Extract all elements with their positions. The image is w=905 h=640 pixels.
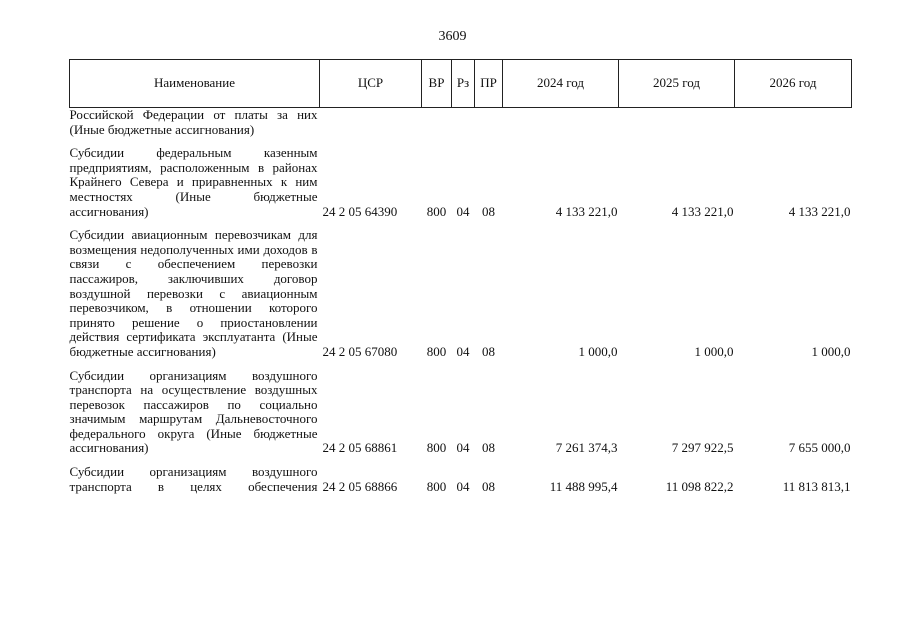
- header-name: Наименование: [70, 60, 320, 108]
- table-header: [70, 60, 852, 108]
- budget-table: [69, 59, 852, 494]
- row-rz: 04: [456, 343, 470, 359]
- row-pr: [475, 108, 503, 138]
- row-pr: 08: [482, 203, 495, 219]
- row-2024: [503, 108, 619, 138]
- row-name: Субсидии организациям воздушного транспорта на осуществление воздушных перевозок пассажиров по социально значимым маршрутам Дальневосточного федерального округа (Иные бюджетные ассигнования): [69, 367, 318, 456]
- row-pr: 08: [482, 343, 495, 359]
- header-vr: ВР: [422, 60, 452, 108]
- table-row: [70, 360, 852, 457]
- row-2026: [735, 108, 852, 138]
- row-vr: 800: [426, 343, 447, 359]
- table-row: [70, 137, 852, 219]
- header-pr: ПР: [475, 60, 503, 108]
- table-row: [70, 456, 852, 494]
- header-csr: ЦСР: [320, 60, 422, 108]
- page-number: 3609: [438, 29, 467, 44]
- table-body: [70, 108, 852, 495]
- row-vr: 800: [426, 478, 447, 494]
- row-vr: [422, 108, 452, 138]
- row-name: Российской Федерации от платы за них (Иные бюджетные ассигнования): [69, 107, 318, 137]
- row-csr: [320, 108, 422, 138]
- header-rz: Рз: [452, 60, 475, 108]
- row-rz: [452, 108, 475, 138]
- row-2024: 7 261 374,3: [555, 440, 618, 456]
- table-row: [70, 108, 852, 138]
- row-rz: 04: [456, 203, 470, 219]
- row-2026: 4 133 221,0: [788, 203, 851, 219]
- row-csr: 24 2 05 68866: [322, 478, 398, 494]
- row-2025: [619, 108, 735, 138]
- row-vr: 800: [426, 203, 447, 219]
- row-name: Субсидии авиационным перевозчикам для возмещения недополученных ими доходов в связи с обеспечением перевозки пассажиров, заключивших договор воздушной перевозки с авиационным перевозчиком, в отношении которого принято решение о приостановлении действия сертификата эксплуатанта (Иные бюджетные ассигнования): [69, 227, 318, 359]
- row-name: Субсидии организациям воздушного транспорта в целях обеспечения: [69, 464, 318, 494]
- header-2024: 2024 год: [503, 60, 619, 108]
- row-2026: 11 813 813,1: [782, 478, 851, 494]
- row-csr: 24 2 05 67080: [322, 343, 398, 359]
- row-2024: 11 488 995,4: [549, 478, 618, 494]
- row-pr: 08: [482, 478, 495, 494]
- row-2025: 7 297 922,5: [671, 440, 734, 456]
- row-rz: 04: [456, 440, 470, 456]
- row-vr: 800: [426, 440, 447, 456]
- row-2026: 1 000,0: [811, 343, 851, 359]
- row-csr: 24 2 05 68861: [322, 440, 398, 456]
- row-2024: 4 133 221,0: [555, 203, 618, 219]
- row-csr: 24 2 05 64390: [322, 203, 398, 219]
- table-row: [70, 219, 852, 359]
- row-rz: 04: [456, 478, 470, 494]
- header-2025: 2025 год: [619, 60, 735, 108]
- row-pr: 08: [482, 440, 495, 456]
- header-row: [70, 60, 852, 108]
- row-2024: 1 000,0: [578, 343, 618, 359]
- row-2026: 7 655 000,0: [788, 440, 851, 456]
- row-name: Субсидии федеральным казенным предприятиям, расположенным в районах Крайнего Севера и приравненных к ним местностях (Иные бюджетные ассигнования): [69, 145, 318, 219]
- header-2026: 2026 год: [735, 60, 852, 108]
- row-2025: 1 000,0: [694, 343, 734, 359]
- row-2025: 4 133 221,0: [671, 203, 734, 219]
- row-2025: 11 098 822,2: [665, 478, 734, 494]
